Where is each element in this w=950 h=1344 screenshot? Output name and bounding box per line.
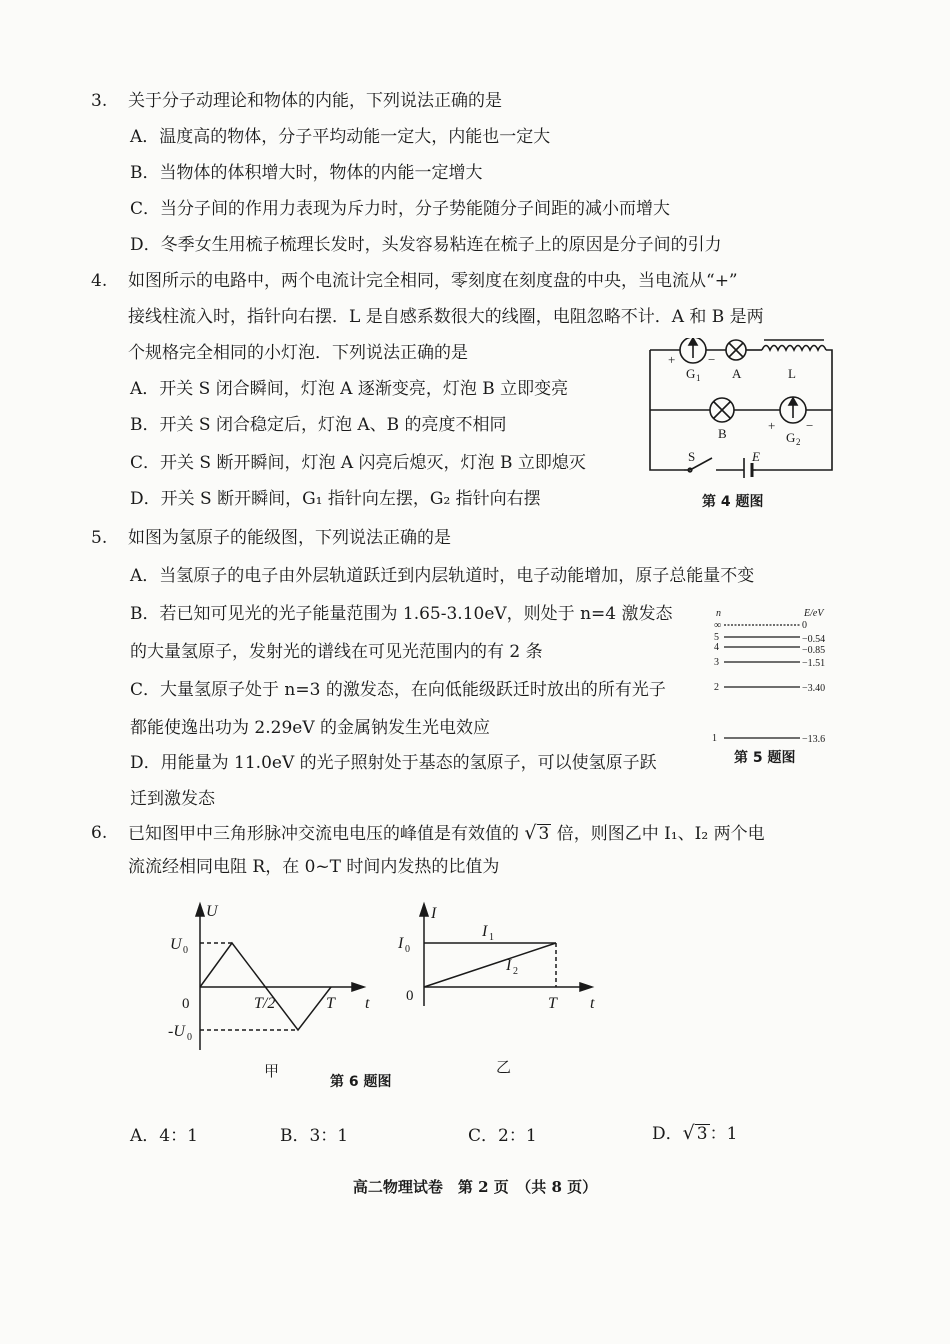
q6-option-a: A．4：1 [130,1126,198,1146]
q6-yi-i2: I [506,957,512,974]
q4-stem-line1: 如图所示的电路中，两个电流计完全相同，零刻度在刻度盘的中央，当电流从“+” [128,271,738,291]
q4-g1-sub: 1 [696,373,701,383]
q6-jia-half-t: T/2 [254,995,276,1012]
q4-switch-label: S [688,449,696,464]
q6-yi-i1: I [482,923,488,940]
q4-g2-plus: + [768,418,776,433]
q6-jia-u0-sub: 0 [183,945,188,956]
q4-option-a: A．开关 S 闭合瞬间，灯泡 A 逐渐变亮，灯泡 B 立即变亮 [130,379,569,399]
q5-option-b-line2: 的大量氢原子，发射光的谱线在可见光范围内的有 2 条 [130,642,543,662]
q5-option-d-line2: 迁到激发态 [130,789,215,809]
q5-option-d-line1: D．用能量为 11.0eV 的光子照射处于基态的氢原子，可以使氢原子跃 [130,753,657,773]
q5-level-inf-e: 0 [802,620,807,631]
q5-level-5-n: 5 [714,632,719,643]
q5-option-a: A．当氢原子的电子由外层轨道跃迁到内层轨道时，电子动能增加，原子总能量不变 [130,566,755,586]
q5-level-2-n: 2 [714,682,719,693]
q6-jia-origin: 0 [182,996,190,1012]
q5-level-5-e: −0.54 [802,634,826,645]
q4-g2-minus: − [806,418,814,433]
q4-circuit-diagram [640,338,840,482]
q6-option-c: C．2：1 [468,1126,537,1146]
q5-energy-level-diagram [708,606,838,755]
q5-level-4-n: 4 [714,642,719,653]
q3-option-b: B．当物体的体积增大时，物体的内能一定增大 [130,163,483,183]
q4-battery-label: E [752,449,760,464]
q4-g2-label: G [786,430,796,445]
q4-figure-caption: 第 4 题图 [702,494,764,510]
q5-level-3-e: −1.51 [802,658,826,669]
q3-option-c: C．当分子间的作用力表现为斥力时，分子势能随分子间距的减小而增大 [130,199,671,219]
q4-lamp-a-label: A [732,366,742,381]
q5-n-header: n [716,608,721,619]
q6-yi-axis-i: I [431,905,437,922]
q6-jia-neg-u0: -U [168,1023,185,1040]
q5-e-header: E/eV [804,608,824,619]
q6-option-b: B．3：1 [280,1126,349,1146]
q6-option-d-prefix: D． [652,1124,683,1144]
q6-yi-origin: 0 [406,988,414,1004]
q3-option-d: D．冬季女生用梳子梳理长发时，头发容易粘连在梳子上的原因是分子间的引力 [130,235,722,255]
q4-lamp-b-label: B [718,426,727,441]
q6-number: 6. [91,823,108,843]
q6-figure-jia [156,898,386,1092]
q6-yi-t: T [548,995,557,1012]
q5-level-2-e: −3.40 [802,683,826,694]
q4-g1-plus: + [668,352,676,367]
q6-figure-caption: 第 6 题图 [330,1074,392,1090]
q6-figure-yi [394,898,604,1092]
q6-stem-sqrt: 3 [538,824,550,844]
q5-level-1-e: −13.6 [802,734,826,745]
q4-stem-line2: 接线柱流入时，指针向右摆．L 是自感系数很大的线圈，电阻忽略不计．A 和 B 是两 [128,307,764,327]
q6-yi-i1-sub: 1 [489,932,494,943]
q5-option-c-line2: 都能使逸出功为 2.29eV 的金属钠发生光电效应 [130,718,490,738]
q3-option-a: A．温度高的物体，分子平均动能一定大，内能也一定大 [130,127,551,147]
q4-number: 4. [91,271,108,291]
q6-jia-axis-u: U [206,903,218,920]
q4-g1-label: G [686,366,696,381]
q5-level-1-n: 1 [712,733,717,744]
q6-stem-line2: 流流经相同电阻 R，在 0~T 时间内发热的比值为 [128,857,500,877]
q6-jia-axis-t: t [365,995,370,1012]
page-footer: 高二物理试卷 第 2 页 （共 8 页） [352,1178,598,1196]
q5-level-inf-n: ∞ [714,620,722,631]
q6-yi-label: 乙 [496,1060,512,1076]
q4-option-b: B．开关 S 闭合稳定后，灯泡 A、B 的亮度不相同 [130,415,507,435]
q4-option-c: C．开关 S 断开瞬间，灯泡 A 闪亮后熄灭，灯泡 B 立即熄灭 [130,453,586,473]
q6-yi-i0-sub: 0 [405,944,410,955]
q6-jia-t: T [326,995,335,1012]
q5-level-4-e: −0.85 [802,645,826,656]
q4-g2-sub: 2 [796,437,801,447]
q5-option-c-line1: C．大量氢原子处于 n=3 的激发态，在向低能级跃迁时放出的所有光子 [130,680,666,700]
q4-option-d: D．开关 S 断开瞬间，G₁ 指针向左摆，G₂ 指针向右摆 [130,489,541,509]
q5-figure-caption: 第 5 题图 [734,750,796,766]
q3-number: 3. [91,91,108,111]
q6-stem-part2: 倍，则图乙中 I₁、I₂ 两个电 [556,824,765,844]
q5-number: 5. [91,528,108,548]
q6-yi-i2-sub: 2 [513,966,518,977]
q3-stem: 关于分子动理论和物体的内能，下列说法正确的是 [128,91,502,111]
q4-stem-line3: 个规格完全相同的小灯泡．下列说法正确的是 [128,343,468,363]
q6-jia-neg-u0-sub: 0 [187,1032,192,1043]
q6-jia-label: 甲 [264,1064,280,1080]
q6-jia-u0: U [170,936,182,953]
q6-option-d-sqrt: 3 [696,1124,708,1144]
q6-stem-part1: 已知图甲中三角形脉冲交流电电压的峰值是有效值的 [128,824,519,844]
q5-level-3-n: 3 [714,657,719,668]
q6-stem-line1: 已知图甲中三角形脉冲交流电电压的峰值是有效值的 √ 3 倍，则图乙中 I₁、I₂ 两个电 [128,822,765,844]
q4-g1-minus: − [708,352,716,367]
q5-stem: 如图为氢原子的能级图，下列说法正确的是 [128,528,451,548]
q4-inductor-label: L [788,366,796,381]
q6-option-d: D．√ 3 ：1 [652,1122,738,1144]
q6-yi-axis-t: t [590,995,595,1012]
q6-option-d-suffix: ：1 [709,1124,738,1144]
q6-yi-i0: I [398,935,404,952]
q5-option-b-line1: B．若已知可见光的光子能量范围为 1.65-3.10eV，则处于 n=4 激发态 [130,604,673,624]
